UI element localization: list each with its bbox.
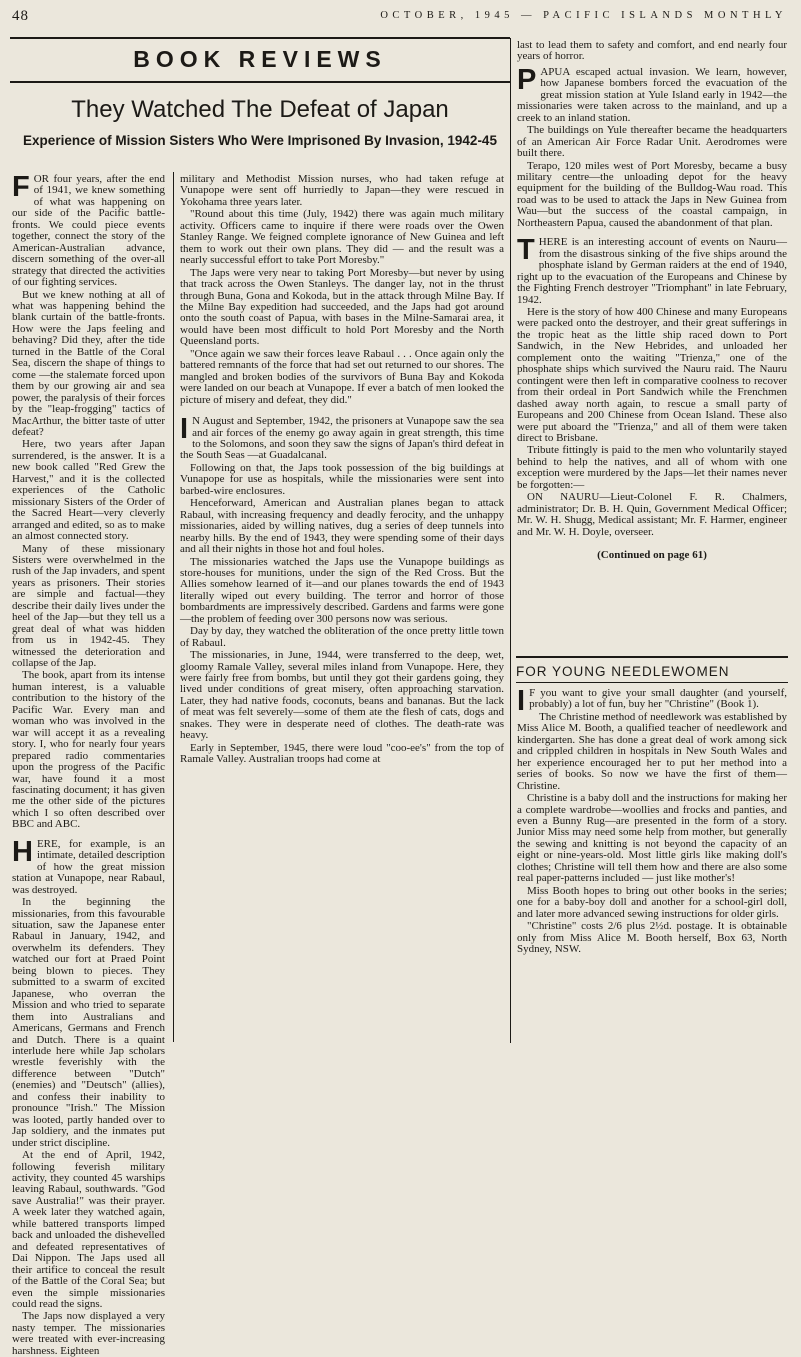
article-column-1 [12,171,165,1357]
paragraph: THERE is an interesting account of events on Nauru—from the disastrous sinking of the five ships around the phosphate island by German raiders at the end of 1940, right up to the evacuation of the Europeans and Chinese by the Fighting French destroyer "Triomphant" in late February, 1942. [517,234,787,306]
paragraph: Many of these missionary Sisters were overwhelmed in the rush of the Jap invaders, and spent years as prisoners. Their stories are simple and factual—they describe their daily lives under the heel of the Jap—but they tell us a great deal of what was hidden from us in 1942-45. They witnessed the deterioration and collapse of the Jap. [12,542,165,670]
paragraph: Early in September, 1945, there were loud "coo-ee's" from the top of Ramale Valley. Australian troops had come at [180,741,504,766]
paragraph: Day by day, they watched the obliteration of the once pretty little town of Rabaul. [180,625,504,649]
page-number: 48 [12,8,29,24]
paragraph: The book, apart from its intense human interest, is a valuable contribution to the history of the Pacific War. Every man and woman who was involved in the war will accept it as a revealing story. I, who for nearly four years prepared radio commentaries upon the progress of the Pacific war, have found it a most fascinating document; it has given me the other side of the pictures which I so often described over BBC and ABC. [12,669,165,831]
section-title: BOOK REVIEWS [133,46,387,72]
box-rule [516,682,788,683]
column-rule [173,172,174,1042]
section-bottom-rule [10,81,510,83]
paragraph: At the end of April, 1942, following feverish military activity, they counted 45 warships leaving Rabaul, southwards. "God save Australia!" was their prayer. A week later they watched again, while battered transports limped back and unloaded the dishevelled and defeated representatives of Dai Nippon. The Japs used all their artifice to conceal the result of the Battle of the Coral Sea; but even the simple missionaries could read the signs. [12,1149,165,1310]
paragraph: Here is the story of how 400 Chinese and many Europeans were packed onto the destroyer, and their great sufferings in the tropic heat as the little ship raced down to Port Sandwich, in the New Hebrides, and unloaded her complement onto the waiting "Trienza," one of the phosphate ships which survived the Nauru raid. The Nauru contingent were then left in comparative coolness to recover from their ordeal in Port Sandwich while the Frenchmen dashed away north again, to rescue a small party of Europeans and 200 Chinese from Ocean Island. These also were put aboard the "Trienza," and all of them were taken direct to Brisbane. [517,305,787,444]
paragraph: The missionaries watched the Japs use the Vunapope buildings as store-houses for munitions, under the sign of the Red Cross. But the Allies somehow learned of it—and our planes towards the end of 1943 literally wiped out every building. The terror and horror of those bombardments are impressively described. Gardens and farms were gone—the problem of feeding over 300 persons now was serious. [180,555,504,625]
paragraph: I F you want to give your small daughter (and yourself, probably) a lot of fun, buy her "Christine" (Book 1). [517,685,787,717]
needlework-headline: FOR YOUNG NEEDLEWOMEN [516,664,730,679]
continued-note: (Continued on page 61) [597,549,707,562]
paragraph: Christine is a baby doll and the instructions for making her a complete wardrobe—woollies and frocks and panties, and even a Bunny Rug—are presented in the form of a story. Junior Miss may need some help from mother, but generally the sewing and knitting is not beyond the capacity of an eight or nine-years-old. Most little girls like making doll's clothes; Christine will tell them how and there are also some real paper-patterns included — just like mother's! [517,792,787,885]
needlework-column [517,685,787,1046]
paragraph: "Round about this time (July, 1942) there was again much military activity. Officers came to inquire if there were roads over the Owen Stanley Range. We feigned complete ignorance of New Guinea and left them to work out their own plans. They did — and the result was a nearly successful effort to take Port Moresby." [180,208,504,267]
paragraph: PAPUA escaped actual invasion. We learn, however, how Japanese bombers forced the evacuation of the great mission station at Yule Island early in 1942—the missionaries were taken across to the mainland, and up a creek to an inland station. [517,63,787,124]
article-subheadline: Experience of Mission Sisters Who Were Imprisoned By Invasion, 1942-45 [23,133,497,148]
running-head: OCTOBER, 1945 — PACIFIC ISLANDS MONTHLY [380,10,787,21]
column-rule [510,38,511,1043]
section-top-rule [10,37,510,39]
article-column-2 [180,174,504,1046]
paragraph: The Japs now displayed a very nasty temper. The missionaries were treated with ever-increasing harshness. Eighteen [12,1310,165,1357]
paragraph: military and Methodist Mission nurses, who had taken refuge at Vunapope were sent off hurriedly to Japan—they were rescued in Yokohama three years later. [180,173,504,208]
paragraph: "Christine" costs 2/6 plus 2½d. postage. It is obtainable only from Miss Alice M. Booth herself, Box 63, North Sydney, NSW. [517,920,787,955]
article-headline: They Watched The Defeat of Japan [71,96,449,123]
paragraph: The Christine method of needlework was established by Miss Alice M. Booth, a qualified teacher of needlework and kindergarten. She has done a great deal of work among sick and crippled children in hospitals in New South Wales and her experience encouraged her to put her method into a series of books. So now we have the first of them—Christine. [517,710,787,792]
paragraph: Henceforward, American and Australian planes began to attack Rabaul, with increasing frequency and deadly ferocity, and the unhappy missionaries, aided by willing natives, dug a series of deep tunnels into nearby hills. By the end of 1943, they were spending some of their days and all their nights in those hot and foul holes. [180,497,504,556]
article-column-3 [517,40,787,656]
paragraph: But we knew nothing at all of what was happening behind the blank curtain of the battle-fronts. How were the Japs feeling and behaving? Did they, after the tide turned in the Battle of the Coral Sea, discern the shape of things to come —the stalemate forced upon them by our growing air and sea power, the paralysis of their forces by the "leap-frogging" tactics of MacArthur, the bitter taste of utter defeat? [12,288,165,438]
paragraph: Miss Booth hopes to bring out other books in the series; one for a baby-boy doll and another for a school-girl doll, and later more advanced sewing instructions for older girls. [517,884,787,920]
paragraph: The missionaries, in June, 1944, were transferred to the deep, wet, gloomy Ramale Valley, several miles inland from Vunapope. Here, they were fairly free from bombs, but until they got their gardens going, they lived under conditions of great misery, often approaching starvation. Later, they had native foods, coconuts, beans and bananas. But the lack of meat was felt severely—some of them ate the flesh of cats, dogs and snakes. They were in desperate need of clothes. The death-rate was heavy. [180,649,504,742]
paragraph: I N August and September, 1942, the prisoners at Vunapope saw the sea and air forces of the enemy go away again in great strength, this time to the Solomons, and soon they saw the signs of Japan's third defeat in the South Seas —at Guadalcanal. [180,413,504,462]
page-header [12,8,787,28]
paragraph: ON NAURU—Lieut-Colonel F. R. Chalmers, administrator; Dr. B. H. Quin, Government Medical Officer; Mr. W. H. Shugg, Medical assistant; Mr. F. Harmer, engineer and Mr. W. H. Doyle, overseer. [517,491,787,538]
paragraph: Terapo, 120 miles west of Port Moresby, became a busy military centre—the unloading depot for the heavy equipment for the building of the Bulldog-Wau road. This road was to be used to attack the Japs in New Guinea from Wau—but the success of the coastal campaign, in Northeastern Papua, caused the abandonment of that plan. [517,159,787,229]
paragraph: The Japs were very near to taking Port Moresby—but never by using that track across the Owen Stanleys. The danger lay, not in the thrust through Buna, Gona and Kokoda, but in the attack through Milne Bay. If the Milne Bay expedition had succeeded, and the Japs had got around onto the south coast of Papua, with bases in the Milne-Samarai area, it would have been most difficult to hold Port Moresby and the North Queensland ports. [180,266,504,348]
paragraph: HERE, for example, is an intimate, detailed description of how the great mission station at Vunapope, near Rabaul, was destroyed. [12,835,165,896]
paragraph: Tribute fittingly is paid to the men who voluntarily stayed behind to help the natives, and all of whom with one exception were murdered by the Japs—let their names never be forgotten:— [517,444,787,491]
paragraph: Here, two years after Japan surrendered, is the answer. It is a new book called "Red Grew the Harvest," and it is the collected experiences of the Catholic missionary Sisters of the Order of the Sacred Heart—very cleverly arranged and edited, so as to make an almost connected story. [12,438,165,543]
paragraph: Following on that, the Japs took possession of the big buildings at Vunapope for use as hospitals, while the missionaries were sent into barbed-wire enclosures. [180,461,504,497]
paragraph: The buildings on Yule thereafter became the headquarters of an American Air Force Radar Unit. Aerodromes were built there. [517,124,787,160]
paragraph: In the beginning the missionaries, from this favourable situation, saw the Japanese enter Rabaul in January, 1942, and overwhelm its defenders. They watched our fort at Praed Point being blown to pieces. They submitted to a swarm of excited Japanese, who overran the Mission and who tried to separate them into Australians and Americans, Germans and French and Dutch. There is a quaint interlude here while Jap scholars wrestle feverishly with the difference between "Dutch" (enemies) and "Deutsch" (allies), and confess their inability to pronounce "Irish." The Mission was looted, partly handed over to Jap soldiery, and the inmates put under strict discipline. [12,896,165,1149]
box-rule [516,656,788,658]
paragraph: FOR four years, after the end of 1941, we knew something of what was happening on our side of the Pacific battle-fronts. We could piece events together, connect the story of the American-Australian advance, discern something of the over-all strategy that directed the activities of our fighting services. [12,171,165,289]
paragraph: "Once again we saw their forces leave Rabaul . . . Once again only the battered remnants of the force that had set out returned to our shores. The mangled and broken bodies of the survivors of Buna Bay and Kokoda were landed on our beach at Vunapope. If ever a batch of men looked the picture of misery and defeat, they did." [180,347,504,406]
paragraph: last to lead them to safety and comfort, and end nearly four years of horror. [517,39,787,63]
